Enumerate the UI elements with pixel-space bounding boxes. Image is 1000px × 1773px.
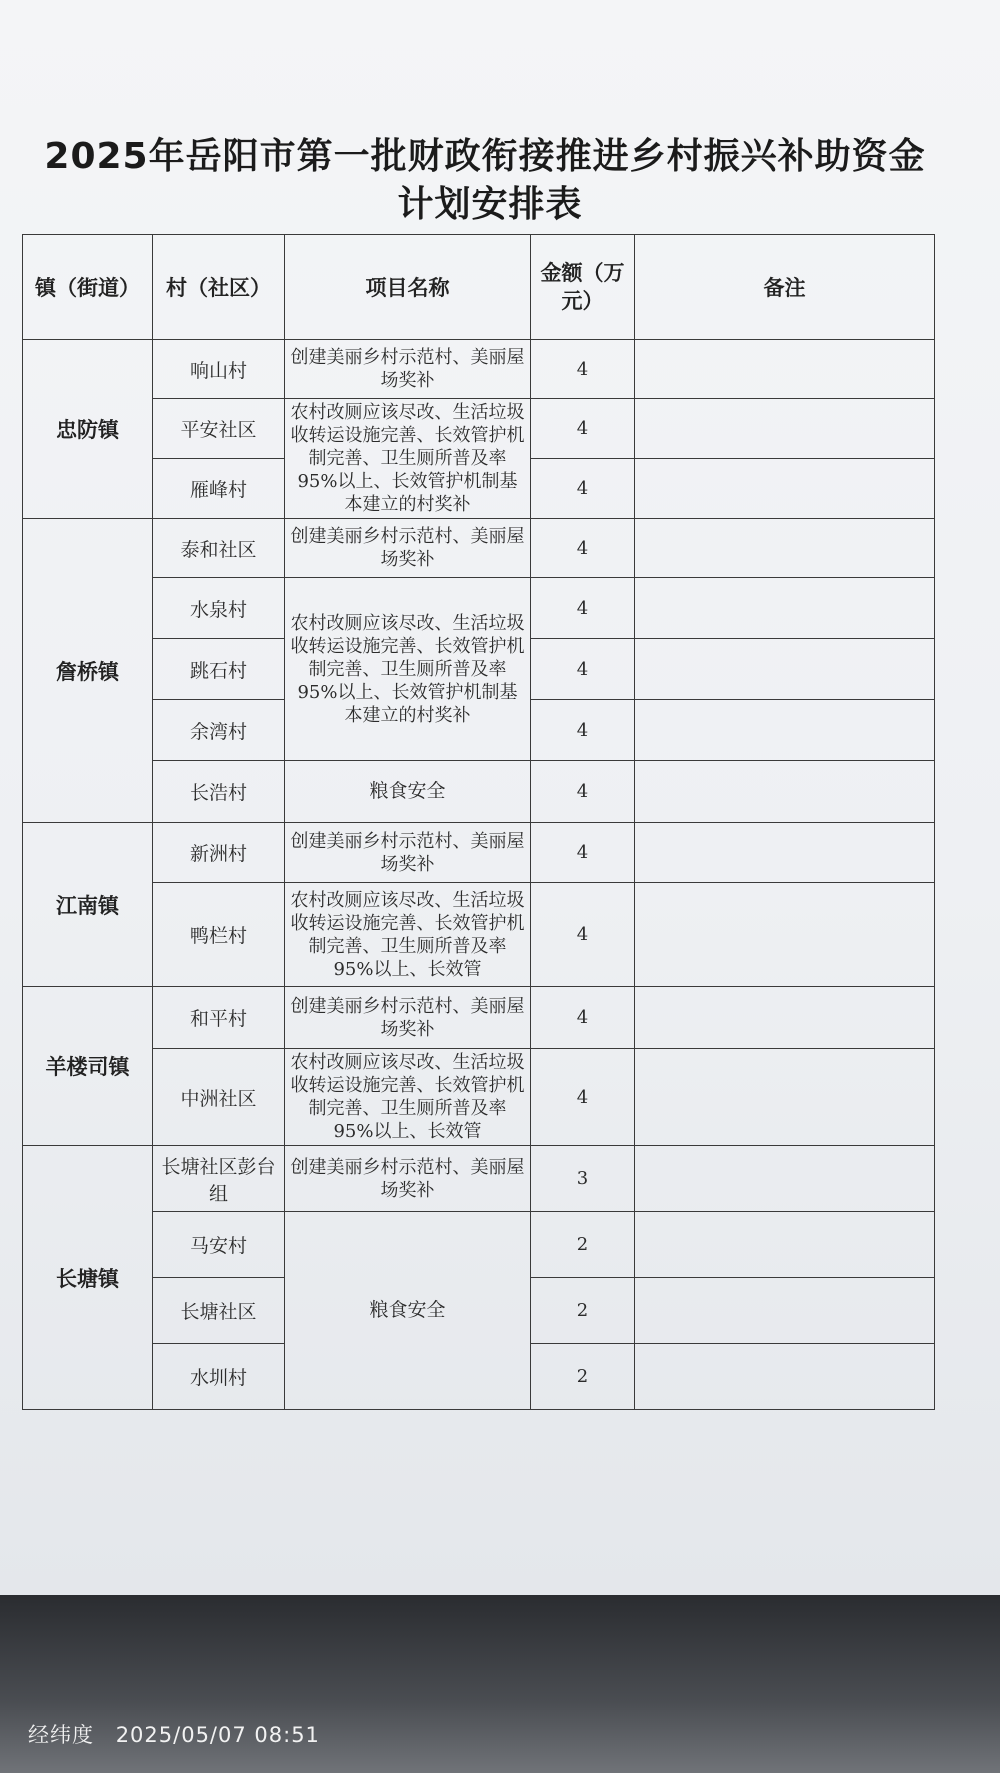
project-cell: 粮食安全 (285, 761, 531, 823)
plan-table (22, 234, 935, 1410)
amount-cell: 3 (531, 1146, 635, 1212)
note-cell (635, 399, 935, 459)
town-cell: 忠防镇 (23, 340, 153, 519)
note-cell (635, 1212, 935, 1278)
project-cell: 农村改厕应该尽改、生活垃圾收转运设施完善、长效管护机制完善、卫生厕所普及率95%以上、长效管护机制基本建立的村奖补 (285, 578, 531, 761)
project-cell: 农村改厕应该尽改、生活垃圾收转运设施完善、长效管护机制完善、卫生厕所普及率95%以上、长效管护机制基本建立的村奖补 (285, 399, 531, 519)
village-cell: 鸭栏村 (153, 883, 285, 987)
amount-cell: 4 (531, 700, 635, 761)
note-cell (635, 578, 935, 639)
note-cell (635, 883, 935, 987)
table-row (23, 1212, 935, 1278)
header-amount: 金额（万元） (531, 235, 635, 340)
village-cell: 中洲社区 (153, 1049, 285, 1146)
header-village: 村（社区） (153, 235, 285, 340)
amount-cell: 4 (531, 399, 635, 459)
village-cell: 长塘社区彭台组 (153, 1146, 285, 1212)
note-cell (635, 1278, 935, 1344)
village-cell: 水圳村 (153, 1344, 285, 1410)
header-project: 项目名称 (285, 235, 531, 340)
note-cell (635, 340, 935, 399)
project-cell: 创建美丽乡村示范村、美丽屋场奖补 (285, 519, 531, 578)
project-cell: 农村改厕应该尽改、生活垃圾收转运设施完善、长效管护机制完善、卫生厕所普及率95%以上、长效管 (285, 883, 531, 987)
table-row (23, 1146, 935, 1212)
project-cell: 农村改厕应该尽改、生活垃圾收转运设施完善、长效管护机制完善、卫生厕所普及率95%以上、长效管 (285, 1049, 531, 1146)
amount-cell: 4 (531, 1049, 635, 1146)
watermark-datetime: 2025/05/07 08:51 (115, 1723, 320, 1747)
header-town: 镇（街道） (23, 235, 153, 340)
note-cell (635, 1146, 935, 1212)
photo-watermark (28, 1719, 334, 1749)
note-cell (635, 823, 935, 883)
village-cell: 泰和社区 (153, 519, 285, 578)
project-cell: 创建美丽乡村示范村、美丽屋场奖补 (285, 1146, 531, 1212)
note-cell (635, 459, 935, 519)
village-cell: 长塘社区 (153, 1278, 285, 1344)
note-cell (635, 761, 935, 823)
project-cell: 粮食安全 (285, 1212, 531, 1410)
document-title-line2: 计划安排表 (397, 184, 583, 225)
town-cell: 羊楼司镇 (23, 987, 153, 1146)
village-cell: 长浩村 (153, 761, 285, 823)
note-cell (635, 639, 935, 700)
amount-cell: 2 (531, 1212, 635, 1278)
table-row (23, 1049, 935, 1146)
town-cell: 长塘镇 (23, 1146, 153, 1410)
village-cell: 余湾村 (153, 700, 285, 761)
amount-cell: 4 (531, 761, 635, 823)
village-cell: 和平村 (153, 987, 285, 1049)
amount-cell: 2 (531, 1278, 635, 1344)
village-cell: 跳石村 (153, 639, 285, 700)
amount-cell: 4 (531, 987, 635, 1049)
project-cell: 创建美丽乡村示范村、美丽屋场奖补 (285, 340, 531, 399)
note-cell (635, 1049, 935, 1146)
village-cell: 平安社区 (153, 399, 285, 459)
note-cell (635, 987, 935, 1049)
table-row (23, 823, 935, 883)
watermark-label: 经纬度 (28, 1723, 94, 1747)
village-cell: 马安村 (153, 1212, 285, 1278)
table-row (23, 761, 935, 823)
amount-cell: 4 (531, 459, 635, 519)
table-row (23, 519, 935, 578)
amount-cell: 4 (531, 883, 635, 987)
amount-cell: 4 (531, 639, 635, 700)
table-header-row (23, 235, 935, 340)
note-cell (635, 700, 935, 761)
town-cell: 江南镇 (23, 823, 153, 987)
project-cell: 创建美丽乡村示范村、美丽屋场奖补 (285, 823, 531, 883)
amount-cell: 4 (531, 340, 635, 399)
table-row (23, 883, 935, 987)
amount-cell: 2 (531, 1344, 635, 1410)
table-row (23, 399, 935, 459)
amount-cell: 4 (531, 519, 635, 578)
village-cell: 新洲村 (153, 823, 285, 883)
village-cell: 水泉村 (153, 578, 285, 639)
document-title-line1: 2025年岳阳市第一批财政衔接推进乡村振兴补助资金 (44, 136, 926, 177)
note-cell (635, 1344, 935, 1410)
table-row (23, 578, 935, 639)
town-cell: 詹桥镇 (23, 519, 153, 823)
header-note: 备注 (635, 235, 935, 340)
project-cell: 创建美丽乡村示范村、美丽屋场奖补 (285, 987, 531, 1049)
amount-cell: 4 (531, 823, 635, 883)
table-row (23, 987, 935, 1049)
village-cell: 雁峰村 (153, 459, 285, 519)
table-row (23, 340, 935, 399)
amount-cell: 4 (531, 578, 635, 639)
village-cell: 响山村 (153, 340, 285, 399)
note-cell (635, 519, 935, 578)
